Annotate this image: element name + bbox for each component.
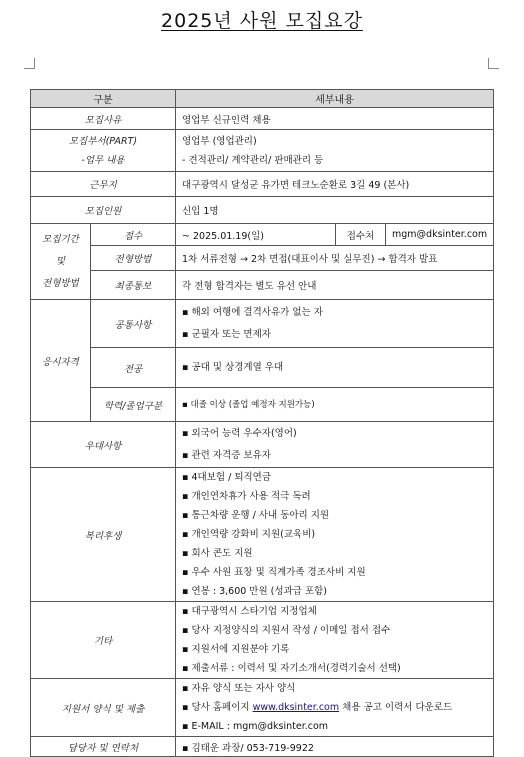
header-details: 세부내용	[176, 90, 494, 108]
list-item: ▪ 회사 콘도 지원	[182, 548, 253, 559]
label-purpose: 모집사유	[31, 108, 176, 130]
list-item: ▪ 외국어 능력 우수자(영어)	[182, 427, 297, 439]
bullet-icon: ▪	[182, 328, 189, 340]
row-major	[31, 348, 494, 388]
bullet-icon: ▪	[182, 683, 189, 694]
bullet-icon: ▪	[182, 510, 189, 521]
row-education	[31, 388, 494, 422]
row-dept	[31, 130, 494, 172]
label-receipt-place: 접수처	[336, 224, 386, 246]
list-item: ▪ 군필자 또는 면제자	[182, 328, 271, 340]
list-item: ▪ 관련 자격증 보유자	[182, 449, 271, 461]
bullet-icon: ▪	[182, 644, 189, 655]
recruitment-table	[30, 89, 494, 757]
page-title: 2025년 사원 모집요강	[161, 10, 363, 32]
label-period-line3: 전형방법	[42, 277, 79, 289]
list-item: ▪ 자유 양식 또는 자사 양식	[182, 683, 296, 694]
value-location: 대구광역시 달성군 유가면 테크노순환로 3길 49 (본사)	[176, 172, 494, 197]
row-purpose	[31, 108, 494, 130]
row-method	[31, 246, 494, 271]
label-period	[31, 224, 91, 300]
row-notice	[31, 271, 494, 300]
list-item: ▪ 우수 사원 표창 및 직계가족 경조사비 지원	[182, 567, 366, 578]
bullet-icon: ▪	[182, 427, 189, 439]
bullet-icon: ▪	[182, 399, 188, 410]
value-education	[176, 388, 494, 422]
bullet-icon: ▪	[182, 472, 189, 483]
bullet-icon: ▪	[182, 606, 189, 617]
bullet-icon: ▪	[182, 567, 189, 578]
value-purpose: 영업부 신규인력 채용	[176, 108, 494, 130]
list-item: ▪ 4대보험 / 퇴직연금	[182, 472, 272, 483]
bullet-icon: ▪	[182, 742, 189, 754]
label-dept-line2: -업무 내용	[81, 154, 125, 166]
crop-mark-left	[24, 58, 35, 69]
bullet-icon: ▪	[182, 449, 189, 461]
list-item: ▪ 제출서류 : 이력서 및 자기소개서(경력기술서 선택)	[182, 663, 401, 674]
list-item: ▪ 대구광역시 스타기업 지정업체	[182, 606, 317, 617]
bullet-icon: ▪	[182, 548, 189, 559]
label-period-line2: 및	[55, 255, 66, 267]
value-etc	[176, 602, 494, 679]
value-major	[176, 348, 494, 388]
label-education: 학력/졸업구분	[91, 388, 176, 422]
bullet-icon: ▪	[182, 702, 189, 713]
header-category: 구분	[31, 90, 176, 108]
list-item: ▪ 공대 및 상경계열 우대	[182, 361, 284, 373]
label-qualification: 응시자격	[31, 300, 91, 422]
label-dept	[31, 130, 176, 172]
label-dept-line1: 모집부서(PART)	[68, 135, 138, 147]
list-item: ▪ 개인연차휴가 사용 적극 독려	[182, 491, 311, 502]
value-dept	[176, 130, 494, 172]
list-item: ▪ E-MAIL : mgm@dksinter.com	[182, 721, 329, 732]
bullet-icon: ▪	[182, 625, 189, 636]
label-period-line1: 모집기간	[42, 233, 79, 245]
value-headcount: 신입 1명	[176, 197, 494, 224]
list-item: ▪ 연봉 : 3,600 만원 (성과급 포함)	[182, 586, 328, 597]
list-item: ▪ 해외 여행에 결격사유가 없는 자	[182, 306, 323, 318]
list-item: ▪ 개인역량 강화비 지원(교육비)	[182, 529, 316, 540]
row-welfare	[31, 468, 494, 602]
value-dept-line1: 영업부 (영업관리)	[182, 135, 257, 147]
label-common: 공통사항	[91, 300, 176, 348]
list-item: ▪ 당사 홈페이지 www.dksinter.com 채용 공고 이력서 다운로드	[182, 702, 453, 713]
bullet-icon: ▪	[182, 491, 189, 502]
value-contact: ▪ 김태운 과장/ 053-719-9922	[176, 737, 494, 757]
label-welfare: 복리후생	[31, 468, 176, 602]
label-preference: 우대사항	[31, 422, 176, 468]
label-receipt: 접수	[91, 224, 176, 246]
value-notice: 각 전형 합격자는 별도 유선 안내	[176, 271, 494, 300]
row-contact	[31, 737, 494, 757]
table-header-row	[31, 90, 494, 108]
row-etc	[31, 602, 494, 679]
bullet-icon: ▪	[182, 361, 189, 373]
value-application	[176, 679, 494, 737]
label-major: 전공	[91, 348, 176, 388]
row-location	[31, 172, 494, 197]
list-item: ▪ 당사 지정양식의 지원서 작성 / 이메일 접서 접수	[182, 625, 391, 636]
row-preference	[31, 422, 494, 468]
value-common	[176, 300, 494, 348]
row-application	[31, 679, 494, 737]
value-receipt: ~ 2025.01.19(일)	[176, 224, 336, 246]
row-common	[31, 300, 494, 348]
value-dept-line2: - 견적관리/ 계약관리/ 판매관리 등	[182, 154, 324, 166]
label-headcount: 모집인원	[31, 197, 176, 224]
row-headcount	[31, 197, 494, 224]
value-preference	[176, 422, 494, 468]
homepage-link[interactable]: www.dksinter.com	[252, 702, 340, 713]
bullet-icon: ▪	[182, 306, 189, 318]
list-item: ▪ 통근차량 운행 / 사내 동아리 지원	[182, 510, 330, 521]
row-receipt	[31, 224, 494, 246]
label-etc: 기타	[31, 602, 176, 679]
bullet-icon: ▪	[182, 663, 189, 674]
value-method: 1차 서류전형 → 2차 면접(대표이사 및 실무진) → 합격자 발표	[176, 246, 494, 271]
label-method: 전형방법	[91, 246, 176, 271]
label-application: 지원서 양식 및 제출	[31, 679, 176, 737]
label-location: 근무지	[31, 172, 176, 197]
label-notice: 최종통보	[91, 271, 176, 300]
value-welfare	[176, 468, 494, 602]
label-contact: 담당자 및 연락처	[31, 737, 176, 757]
list-item: ▪ 지원서에 지원분야 기록	[182, 644, 290, 655]
bullet-icon: ▪	[182, 721, 189, 732]
list-item: ▪ 대졸 이상 (졸업 예정자 지원가능)	[182, 399, 315, 410]
crop-mark-right	[488, 58, 499, 69]
bullet-icon: ▪	[182, 586, 189, 597]
bullet-icon: ▪	[182, 529, 189, 540]
value-receipt-email: mgm@dksinter.com	[386, 224, 494, 246]
